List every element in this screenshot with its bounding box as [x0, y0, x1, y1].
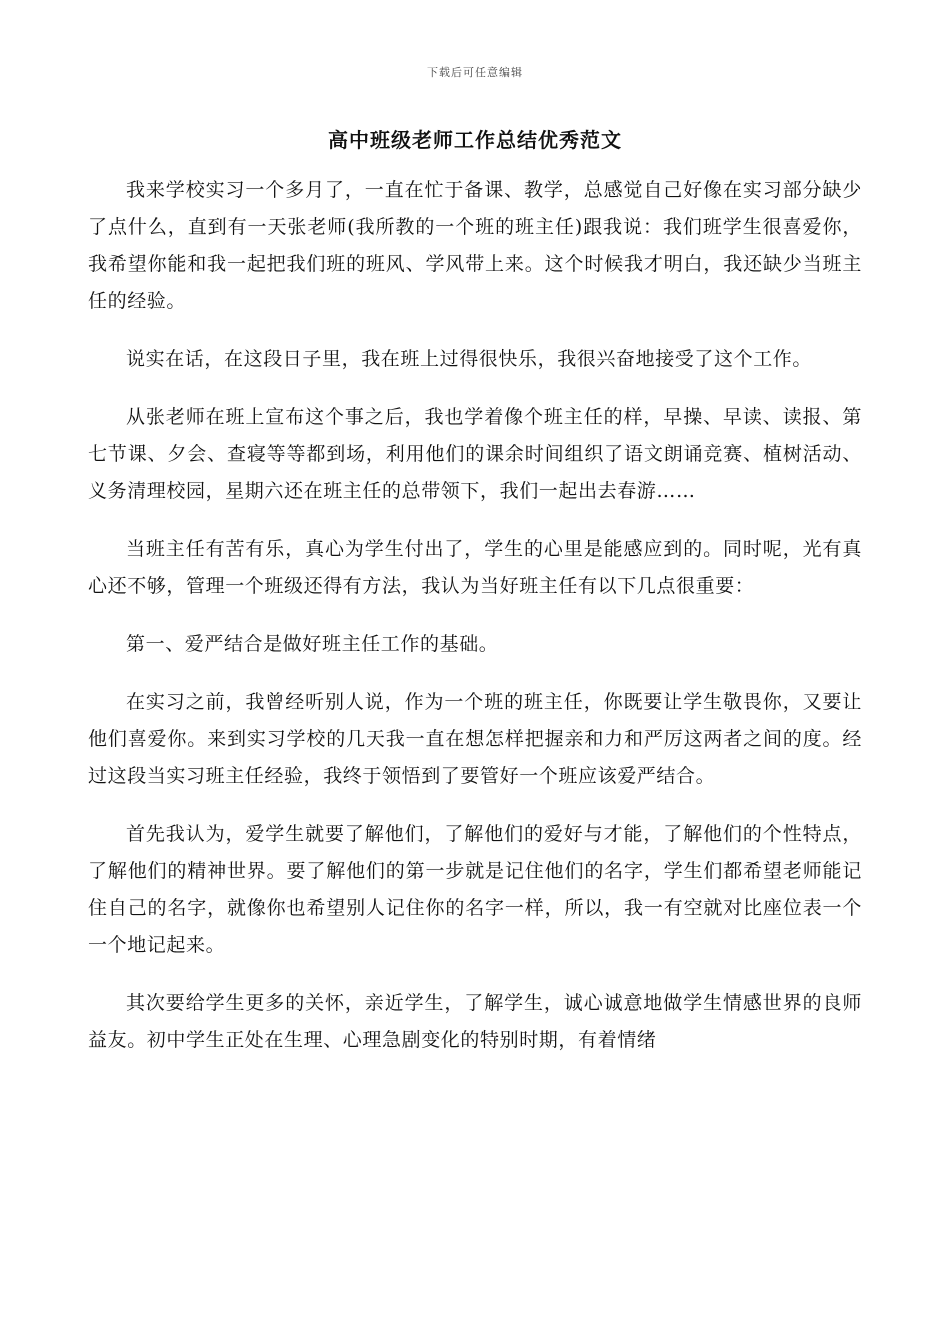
document-title: 高中班级老师工作总结优秀范文: [328, 128, 622, 152]
paragraph: 我来学校实习一个多月了，一直在忙于备课、教学，总感觉自己好像在实习部分缺少了点什么，直到有一天张老师(我所教的一个班的班主任)跟我说：我们班学生很喜爱你，我希望你能和我一起把我们班的班风、学风带上来。这个时候我才明白，我还缺少当班主任的经验。: [88, 179, 862, 312]
paragraph: 从张老师在班上宣布这个事之后，我也学着像个班主任的样，早操、早读、读报、第七节课、夕会、查寝等等都到场，利用他们的课余时间组织了语文朗诵竞赛、植树活动、义务清理校园，星期六还在班主任的总带领下，我们一起出去春游……: [88, 406, 862, 502]
paragraph: 第一、爱严结合是做好班主任工作的基础。: [126, 633, 499, 655]
paragraph: 首先我认为，爱学生就要了解他们，了解他们的爱好与才能，了解他们的个性特点，了解他们的精神世界。要了解他们的第一步就是记住他们的名字，学生们都希望老师能记住自己的名字，就像你也希望别人记住你的名字一样，所以，我一有空就对比座位表一个一个地记起来。: [88, 823, 862, 956]
header-note: 下载后可任意编辑: [427, 66, 523, 79]
paragraph: 在实习之前，我曾经听别人说，作为一个班的班主任，你既要让学生敬畏你，又要让他们喜爱你。来到实习学校的几天我一直在想怎样把握亲和力和严厉这两者之间的度。经过这段当实习班主任经验，我终于领悟到了要管好一个班应该爱严结合。: [88, 691, 862, 787]
paragraph: 当班主任有苦有乐，真心为学生付出了，学生的心里是能感应到的。同时呢，光有真心还不够，管理一个班级还得有方法，我认为当好班主任有以下几点很重要：: [88, 538, 862, 597]
document-body: [88, 172, 862, 1080]
paragraph: 说实在话，在这段日子里，我在班上过得很快乐，我很兴奋地接受了这个工作。: [126, 348, 813, 370]
paragraph: 其次要给学生更多的关怀，亲近学生，了解学生，诚心诚意地做学生情感世界的良师益友。初中学生正处在生理、心理急剧变化的特别时期，有着情绪: [88, 992, 862, 1051]
